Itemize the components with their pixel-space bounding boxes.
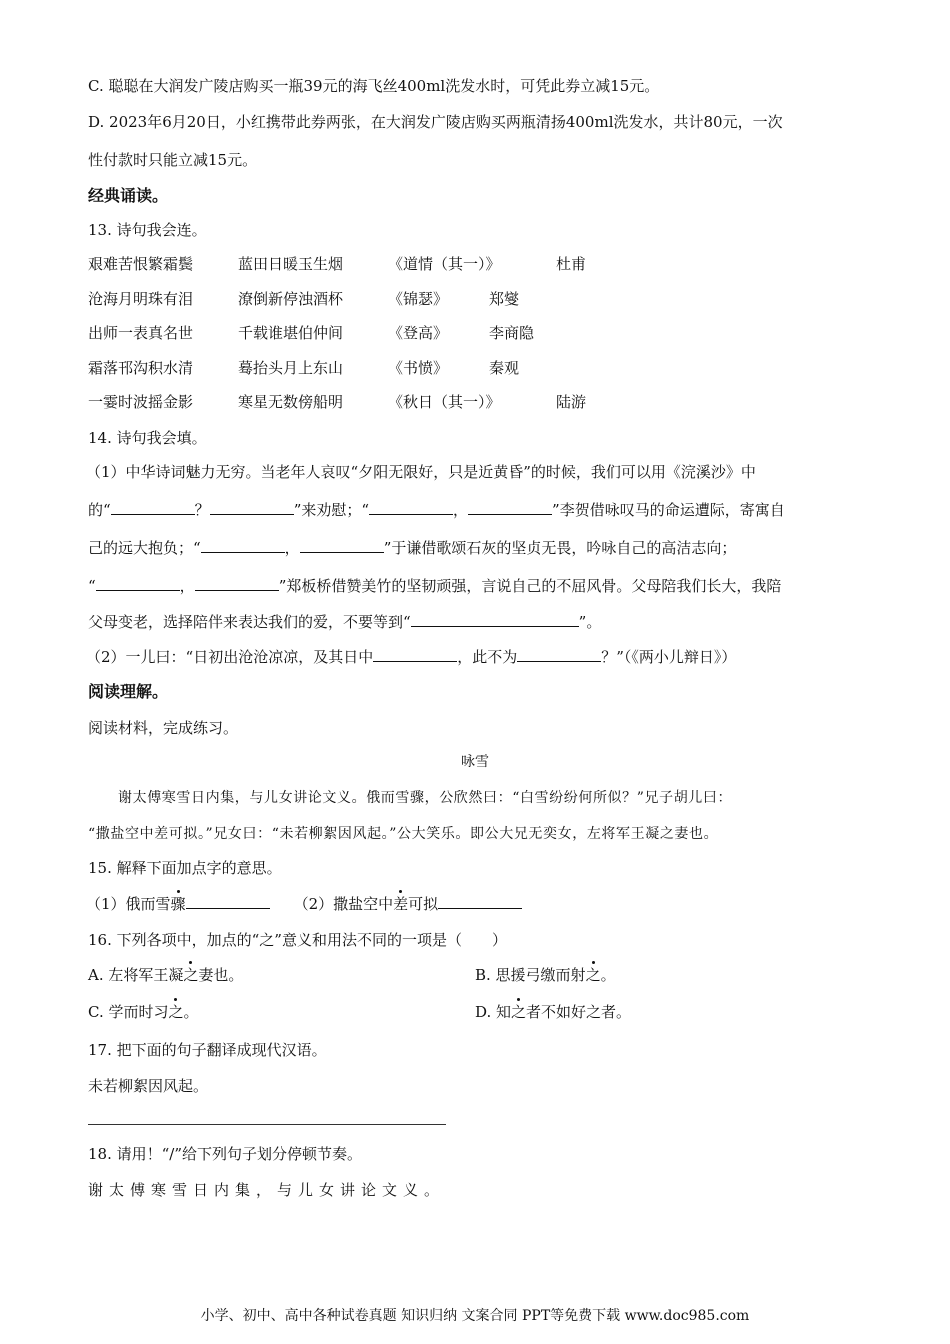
dotted-char: 之	[168, 1003, 184, 1021]
match-line-col2: 千载谁堪伯仲间	[238, 324, 344, 342]
passage-line2: “撒盐空中差可拟。”兄女曰：“未若柳絮因风起。”公大笑乐。即公大兄无奕女，左将军王凝之妻也。	[88, 826, 719, 842]
page-footer: 小学、初中、高中各种试卷真题 知识归纳 文案合同 PPT等免费下载 www.doc985.com	[200, 1308, 750, 1324]
option-d-line1: D. 2023年6月20日，小红携带此券两张，在大润发广陵店购买两瓶清扬400ml洗发水，共计80元，一次	[88, 113, 783, 131]
match-line-col2: 蓦抬头月上东山	[238, 359, 344, 377]
passage-line1: 谢太傅寒雪日内集，与儿女讲论文义。俄而雪骤，公欣然曰：“白雪纷纷何所似？”兄子胡儿曰：	[118, 790, 733, 806]
answer-blank[interactable]	[411, 611, 579, 627]
match-line-col1: 一霎时波摇金影	[88, 393, 194, 411]
match-title: 《道情（其一）》	[388, 255, 501, 273]
answer-blank[interactable]	[111, 499, 195, 515]
passage-title: 咏雪	[461, 754, 489, 770]
section-heading-classics: 经典诵读。	[88, 186, 169, 205]
q16-option-a[interactable]: A. 左将军王凝之妻也。	[88, 966, 244, 984]
match-title: 《锦瑟》	[388, 290, 449, 308]
match-line-col1: 沧海月明珠有泪	[88, 290, 194, 308]
section-heading-reading: 阅读理解。	[88, 682, 169, 701]
dotted-char: 差	[393, 895, 409, 913]
q16-option-d[interactable]: D. 知之者不如好之者。	[475, 1003, 632, 1021]
q17-sentence: 未若柳絮因风起。	[88, 1077, 209, 1095]
answer-blank[interactable]	[369, 499, 453, 515]
question-17: 17. 把下面的句子翻译成现代汉语。	[88, 1041, 327, 1059]
question-16: 16. 下列各项中，加点的“之”意义和用法不同的一项是（ ）	[88, 931, 507, 949]
match-title: 《秋日（其一）》	[388, 393, 501, 411]
option-c: C. 聪聪在大润发广陵店购买一瓶39元的海飞丝400ml洗发水时，可凭此券立减15元。	[88, 77, 660, 95]
answer-blank[interactable]	[517, 646, 601, 662]
q16-option-c[interactable]: C. 学而时习之。	[88, 1003, 199, 1021]
match-line-col2: 潦倒新停浊酒杯	[238, 290, 344, 308]
answer-blank[interactable]	[468, 499, 552, 515]
match-line-col1: 霜落邗沟积水清	[88, 359, 194, 377]
q16-option-b[interactable]: B. 思援弓缴而射之。	[475, 966, 616, 984]
dotted-char: 之	[511, 1003, 527, 1021]
question-13: 13. 诗句我会连。	[88, 221, 207, 239]
match-author: 郑燮	[489, 290, 520, 308]
q14-part1-line3: 己的远大抱负；“ ， ”于谦借歌颂石灰的坚贞无畏，吟咏自己的高洁志向；	[88, 539, 737, 557]
answer-blank[interactable]	[300, 537, 384, 553]
match-author: 杜甫	[556, 255, 587, 273]
answer-blank[interactable]	[201, 537, 285, 553]
question-14: 14. 诗句我会填。	[88, 429, 207, 447]
dotted-char: 之	[183, 966, 199, 984]
answer-blank[interactable]	[373, 646, 457, 662]
question-15: 15. 解释下面加点字的意思。	[88, 859, 282, 877]
reading-instruction: 阅读材料，完成练习。	[88, 719, 239, 737]
match-author: 李商隐	[489, 324, 535, 342]
q14-part1-line1: （1）中华诗词魅力无穷。当老年人哀叹“夕阳无限好，只是近黄昏”的时候，我们可以用《浣溪沙》中	[86, 463, 756, 481]
match-line-col2: 蓝田日暖玉生烟	[238, 255, 344, 273]
match-author: 秦观	[489, 359, 520, 377]
question-18: 18. 请用！“/”给下列句子划分停顿节奏。	[88, 1145, 363, 1163]
match-line-col2: 寒星无数傍船明	[238, 393, 344, 411]
answer-line[interactable]	[88, 1124, 446, 1125]
q14-part1-line2: 的“ ？ ”来劝慰；“ ， ”李贺借咏叹马的命运遭际，寄寓自	[88, 501, 785, 519]
q14-part1-line5: 父母变老，选择陪伴来表达我们的爱，不要等到“ ”。	[88, 613, 602, 631]
answer-blank[interactable]	[186, 893, 270, 909]
q18-sentence: 谢太傅寒雪日内集，与儿女讲论文义。	[88, 1181, 446, 1199]
q15-items: （1）俄而雪骤 （2）撒盐空中差可拟	[86, 893, 522, 914]
match-line-col1: 艰难苦恨繁霜鬓	[88, 255, 194, 273]
match-title: 《登高》	[388, 324, 449, 342]
answer-blank[interactable]	[438, 893, 522, 909]
q14-part1-line4: “ ， ”郑板桥借赞美竹的坚韧顽强，言说自己的不屈风骨。父母陪我们长大，我陪	[88, 577, 782, 595]
answer-blank[interactable]	[195, 575, 279, 591]
answer-blank[interactable]	[210, 499, 294, 515]
dotted-char: 骤	[170, 895, 186, 913]
option-d-line2: 性付款时只能立减15元。	[88, 151, 258, 169]
q14-part2: （2）一儿曰：“日初出沧沧凉凉，及其日中 ，此不为 ？”（《两小儿辩日》）	[86, 648, 737, 666]
match-line-col1: 出师一表真名世	[88, 324, 194, 342]
dotted-char: 之	[585, 966, 601, 984]
match-title: 《书愤》	[388, 359, 449, 377]
match-author: 陆游	[556, 393, 587, 411]
answer-blank[interactable]	[96, 575, 180, 591]
